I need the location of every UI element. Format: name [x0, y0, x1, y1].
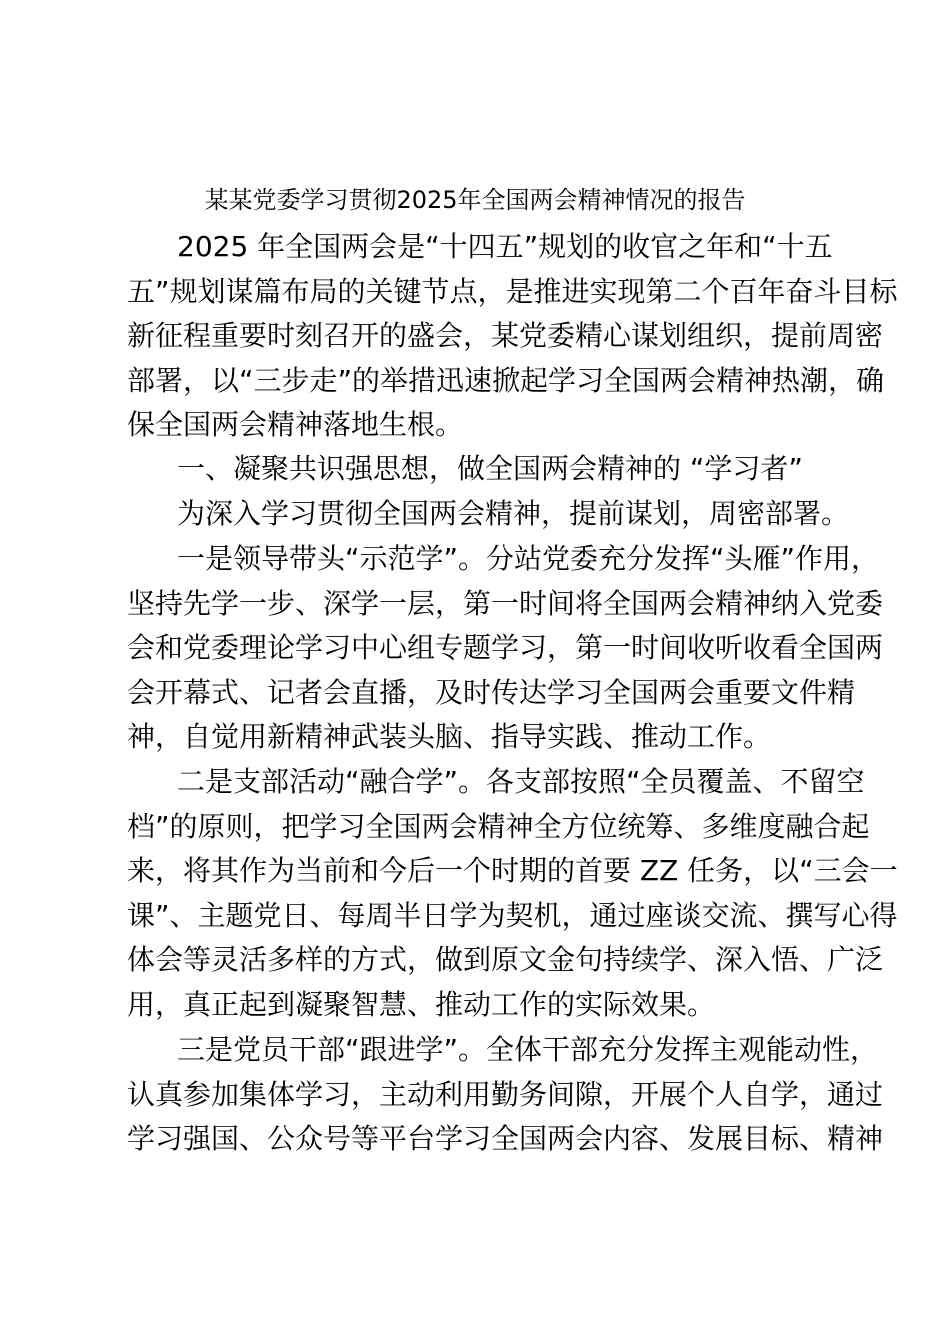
- paragraph-line: 认真参加集体学习，主动利用勤务间隙，开展个人自学，通过: [127, 1077, 884, 1111]
- paragraph-line: 一是领导带头“示范学”。分站党委充分发挥“头雁”作用，: [177, 542, 880, 575]
- paragraph-line: 来，将其作为当前和今后一个时期的首要 ZZ 任务，以“三会一: [127, 854, 898, 887]
- paragraph-point-one: [127, 537, 884, 760]
- paragraph-intro: [127, 225, 898, 448]
- paragraph-point-two: [127, 760, 898, 1027]
- section-heading: [127, 447, 837, 492]
- paragraph-point-three: [127, 1028, 884, 1162]
- paragraph-line: 课”、主题党日、每周半日学为契机，通过座谈交流、撰写心得: [127, 898, 898, 932]
- paragraph-line: 学习强国、公众号等平台学习全国两会内容、发展目标、精神: [127, 1122, 884, 1155]
- paragraph-line: 保全国两会精神落地生根。: [127, 408, 464, 441]
- section-heading-text: 一、凝聚共识强思想，做全国两会精神的 “学习者”: [177, 452, 803, 485]
- paragraph-line: 坚持先学一步、深学一层，第一时间将全国两会精神纳入党委: [127, 586, 884, 620]
- paragraph-lead: [127, 492, 850, 537]
- paragraph-line: 神，自觉用新精神武装头脑、指导实践、推动工作。: [127, 720, 772, 753]
- paragraph-line: 新征程重要时刻召开的盛会，某党委精心谋划组织，提前周密: [127, 319, 884, 352]
- paragraph-line: 五”规划谋篇布局的关键节点，是推进实现第二个百年奋斗目标: [127, 274, 898, 308]
- paragraph-line: 用，真正起到凝聚智慧、推动工作的实际效果。: [127, 987, 716, 1021]
- paragraph-line: 部署，以“三步走”的举措迅速掀起学习全国两会精神热潮，确: [127, 363, 885, 397]
- paragraph-line: 会开幕式、记者会直播，及时传达学习全国两会重要文件精: [127, 675, 856, 709]
- paragraph-line: 体会等灵活多样的方式，做到原文金句持续学、深入悟、广泛: [127, 943, 884, 976]
- document-title: 某某党委学习贯彻2025年全国两会精神情况的报告: [204, 186, 746, 214]
- paragraph-line: 为深入学习贯彻全国两会精神，提前谋划，周密部署。: [177, 497, 850, 530]
- paragraph-line: 档”的原则，把学习全国两会精神全方位统筹、多维度融合起: [127, 809, 870, 843]
- paragraph-line: 三是党员干部“跟进学”。全体干部充分发挥主观能动性，: [177, 1033, 879, 1066]
- paragraph-line: 2025 年全国两会是“十四五”规划的收官之年和“十五: [177, 230, 833, 263]
- paragraph-line: 二是支部活动“融合学”。各支部按照“全员覆盖、不留空: [177, 765, 865, 798]
- paragraph-line: 会和党委理论学习中心组专题学习，第一时间收听收看全国两: [127, 631, 884, 664]
